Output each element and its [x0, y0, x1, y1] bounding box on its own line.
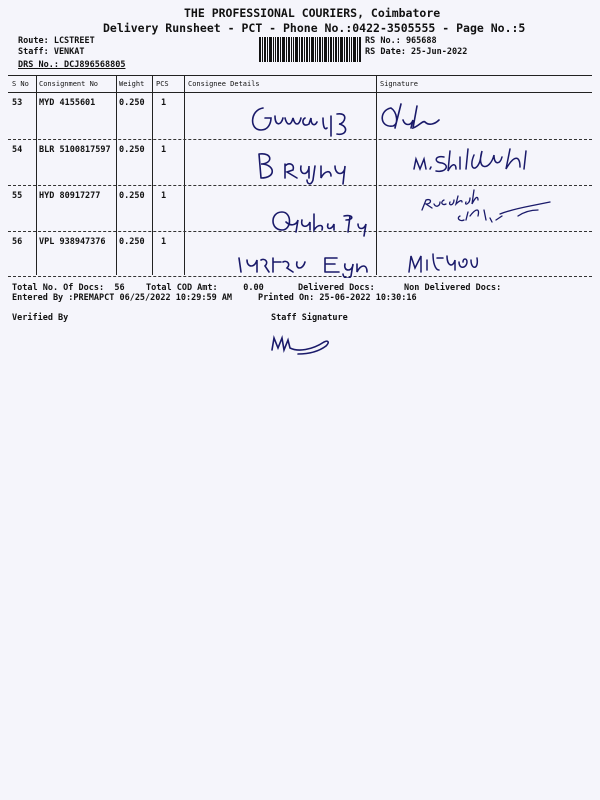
col-divider	[36, 75, 37, 275]
col-header-signature: Signature	[380, 80, 418, 88]
table-row-sno: 53	[12, 98, 23, 108]
staff-signature-label: Staff Signature	[271, 313, 348, 323]
table-row-weight: 0.250	[119, 98, 145, 108]
total-docs: Total No. Of Docs: 56	[12, 283, 125, 293]
signature-54	[410, 145, 550, 185]
table-row-weight: 0.250	[119, 237, 145, 247]
table-row-sno: 54	[12, 145, 23, 155]
table-row-consignment: MYD 4155601	[39, 98, 96, 108]
col-header-pcs: PCS	[156, 80, 169, 88]
col-divider	[116, 75, 117, 275]
signature-56	[405, 248, 485, 276]
signature-55	[420, 188, 570, 234]
staff-signature-mark	[268, 328, 338, 358]
rs-number: RS No.: 965688	[365, 36, 437, 46]
runsheet-subtitle: Delivery Runsheet - PCT - Phone No.:0422-3505555 - Page No.:5	[103, 21, 526, 35]
col-divider	[184, 75, 185, 275]
table-row-pcs: 1	[161, 98, 167, 108]
printed-on: Printed On: 25-06-2022 10:30:16	[258, 293, 417, 303]
barcode	[259, 37, 361, 62]
handwritten-consignee-54	[255, 148, 355, 188]
route-label: Route: LCSTREET	[18, 36, 95, 46]
table-row-consignment: BLR 5100817597	[39, 145, 111, 155]
col-header-weight: Weight	[119, 80, 145, 88]
non-delivered-docs: Non Delivered Docs:	[404, 283, 502, 293]
handwritten-consignee-55	[268, 206, 378, 238]
table-row-sno: 55	[12, 191, 23, 201]
col-header-consignment: Consignment No	[39, 80, 99, 88]
table-row-pcs: 1	[161, 237, 167, 247]
entered-by: Entered By :PREMAPCT 06/25/2022 10:29:59 AM	[12, 293, 233, 303]
handwritten-consignee-53	[245, 100, 355, 140]
rs-date: RS Date: 25-Jun-2022	[365, 47, 468, 57]
table-row-sno: 56	[12, 237, 23, 247]
table-top-rule	[8, 75, 592, 76]
total-cod-amount: Total COD Amt: 0.00	[146, 283, 264, 293]
staff-label: Staff: VENKAT	[18, 47, 85, 57]
company-title: THE PROFESSIONAL COURIERS, Coimbatore	[184, 6, 441, 20]
table-header-rule	[8, 92, 592, 93]
delivered-docs: Delivered Docs:	[298, 283, 375, 293]
table-row-weight: 0.250	[119, 145, 145, 155]
signature-53	[375, 98, 445, 138]
table-row-pcs: 1	[161, 145, 167, 155]
col-header-sno: S No	[12, 80, 29, 88]
col-divider	[152, 75, 153, 275]
table-row-weight: 0.250	[119, 191, 145, 201]
table-row-consignment: HYD 80917277	[39, 191, 101, 201]
drs-number: DRS No.: DCJ896568805	[18, 60, 126, 70]
table-row-consignment: VPL 938947376	[39, 237, 106, 247]
handwritten-consignee-56	[235, 252, 375, 278]
verified-by-label: Verified By	[12, 313, 69, 323]
table-row-pcs: 1	[161, 191, 167, 201]
col-header-consignee: Consignee Details	[188, 80, 260, 88]
